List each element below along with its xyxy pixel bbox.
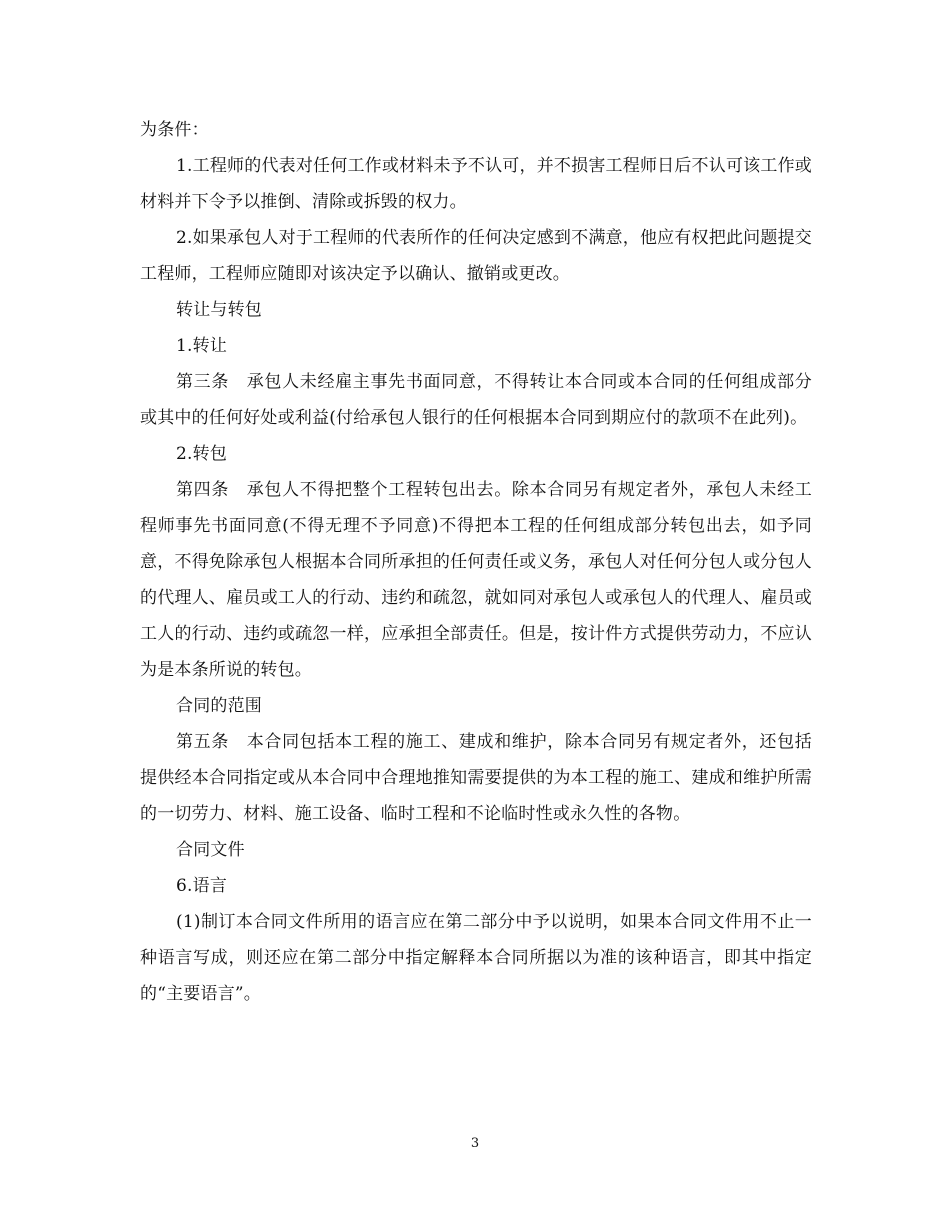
section-heading-documents: 合同文件 xyxy=(176,840,245,860)
document-body xyxy=(140,112,812,1012)
page-number: 3 xyxy=(470,1136,480,1151)
article-4: 第四条 承包人不得把整个工程转包出去。除本合同另有规定者外，承包人未经工程师事先书面同意(不得无理不予同意)不得把本工程的任何组成部分转包出去，如予同意，不得免除承包人根据本合同所承担的任何责任或义务，承包人对任何分包人或分包人的代理人、雇员或工人的行动、违约和疏忽，就如同对承包人或承包人的代理人、雇员或工人的行动、违约或疏忽一样，应承担全部责任。但是，按计件方式提供劳动力，不应认为是本条所说的转包。 xyxy=(140,480,812,680)
paragraph-1: 为条件： xyxy=(140,120,209,140)
language-clause-1: (1)制订本合同文件所用的语言应在第二部分中予以说明，如果本合同文件用不止一种语言写成，则还应在第二部分中指定解释本合同所据以为准的该种语言，即其中指定的“主要语言”。 xyxy=(140,912,812,1004)
subheading-language: 6.语言 xyxy=(176,876,228,896)
paragraph-3: 2.如果承包人对于工程师的代表所作的任何决定感到不满意，他应有权把此问题提交工程师，工程师应随即对该决定予以确认、撤销或更改。 xyxy=(140,228,812,284)
subheading-subcontract: 2.转包 xyxy=(176,444,228,464)
paragraph-2: 1.工程师的代表对任何工作或材料未予不认可，并不损害工程师日后不认可该工作或材料并下令予以推倒、清除或拆毁的权力。 xyxy=(140,156,812,212)
article-3: 第三条 承包人未经雇主事先书面同意，不得转让本合同或本合同的任何组成部分或其中的任何好处或利益(付给承包人银行的任何根据本合同到期应付的款项不在此列)。 xyxy=(140,372,812,428)
article-5: 第五条 本合同包括本工程的施工、建成和维护，除本合同另有规定者外，还包括提供经本合同指定或从本合同中合理地推知需要提供的为本工程的施工、建成和维护所需的一切劳力、材料、施工设备、临时工程和不论临时性或永久性的各物。 xyxy=(140,732,812,824)
subheading-assignment: 1.转让 xyxy=(176,336,228,356)
section-heading-scope: 合同的范围 xyxy=(176,696,262,716)
section-heading-transfer: 转让与转包 xyxy=(176,300,262,320)
